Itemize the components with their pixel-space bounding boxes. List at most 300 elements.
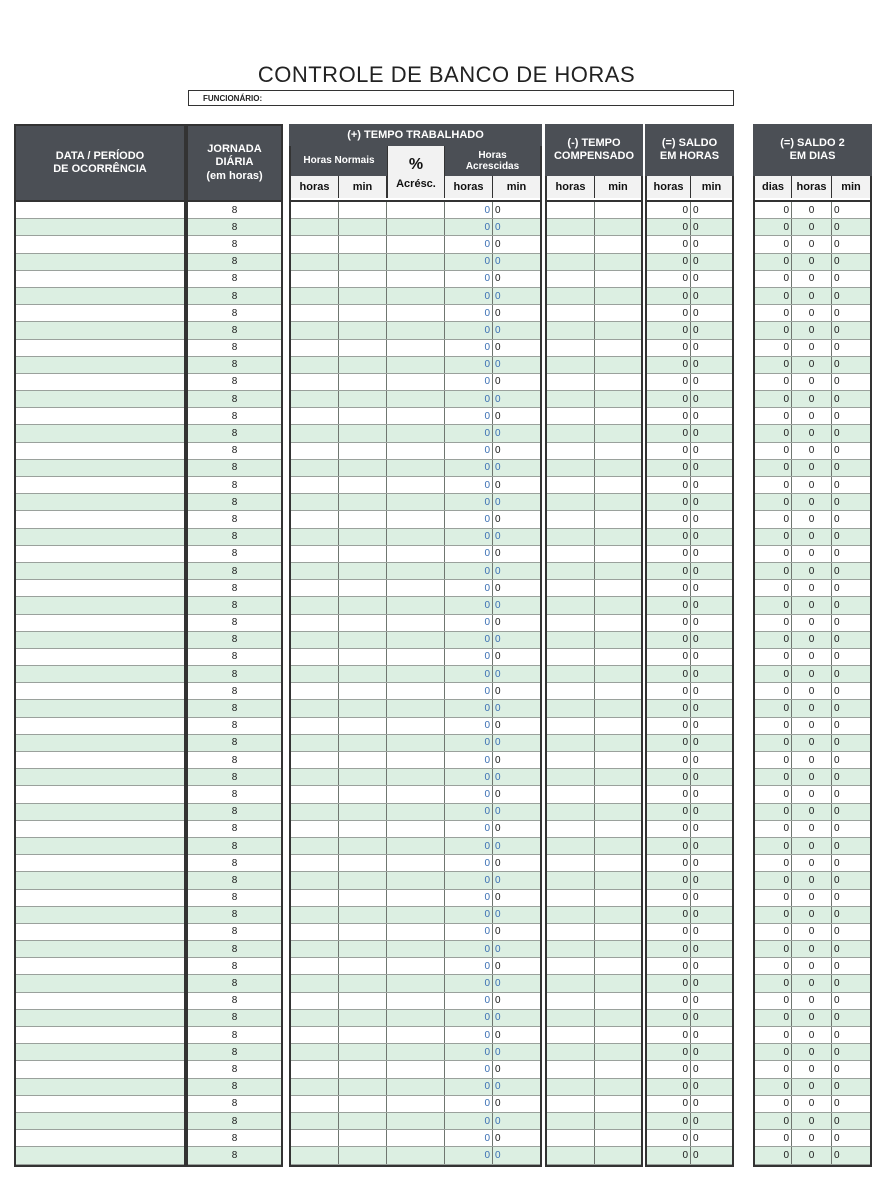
saldo-horas-cell[interactable]: 0 [647, 890, 691, 906]
date-cell[interactable] [16, 202, 184, 218]
acresc-percent-cell[interactable] [387, 632, 445, 648]
compensado-min-cell[interactable] [595, 632, 641, 648]
acrescidas-min-cell[interactable]: 0 [495, 668, 501, 680]
date-cell[interactable] [16, 700, 184, 716]
dias-cell[interactable]: 0 [755, 305, 792, 321]
compensado-horas-cell[interactable] [547, 649, 595, 665]
acrescidas-min-cell[interactable]: 0 [495, 1081, 501, 1093]
dias-min-cell[interactable]: 0 [834, 496, 840, 508]
dias-horas-cell[interactable]: 0 [792, 718, 832, 734]
jornada-cell[interactable]: 8 [231, 342, 238, 354]
normais-horas-cell[interactable] [291, 374, 339, 390]
dias-cell[interactable]: 0 [755, 804, 792, 820]
compensado-horas-cell[interactable] [547, 271, 595, 287]
compensado-horas-cell[interactable] [547, 1027, 595, 1043]
saldo-horas-cell[interactable]: 0 [647, 425, 691, 441]
dias-min-cell[interactable]: 0 [834, 703, 840, 715]
saldo-horas-cell[interactable]: 0 [647, 340, 691, 356]
compensado-min-cell[interactable] [595, 941, 641, 957]
saldo-min-cell[interactable]: 0 [693, 238, 699, 250]
normais-horas-cell[interactable] [291, 769, 339, 785]
normais-min-cell[interactable] [339, 580, 387, 596]
dias-horas-cell[interactable]: 0 [792, 580, 832, 596]
dias-cell[interactable]: 0 [755, 597, 792, 613]
date-cell[interactable] [16, 236, 184, 252]
acrescidas-min-cell[interactable]: 0 [495, 393, 501, 405]
saldo-min-cell[interactable]: 0 [693, 1046, 699, 1058]
saldo-horas-cell[interactable]: 0 [647, 632, 691, 648]
compensado-min-cell[interactable] [595, 1147, 641, 1163]
date-cell[interactable] [16, 460, 184, 476]
dias-min-cell[interactable]: 0 [834, 943, 840, 955]
acrescidas-horas-cell[interactable]: 0 [445, 408, 493, 424]
dias-min-cell[interactable]: 0 [834, 393, 840, 405]
dias-horas-cell[interactable]: 0 [792, 202, 832, 218]
normais-horas-cell[interactable] [291, 219, 339, 235]
saldo-horas-cell[interactable]: 0 [647, 615, 691, 631]
dias-min-cell[interactable]: 0 [834, 548, 840, 560]
acresc-percent-cell[interactable] [387, 546, 445, 562]
dias-min-cell[interactable]: 0 [834, 221, 840, 233]
compensado-min-cell[interactable] [595, 649, 641, 665]
acresc-percent-cell[interactable] [387, 1130, 445, 1146]
dias-horas-cell[interactable]: 0 [792, 1061, 832, 1077]
date-cell[interactable] [16, 1147, 184, 1163]
acresc-percent-cell[interactable] [387, 1061, 445, 1077]
jornada-cell[interactable]: 8 [231, 462, 238, 474]
normais-horas-cell[interactable] [291, 408, 339, 424]
compensado-min-cell[interactable] [595, 597, 641, 613]
acresc-percent-cell[interactable] [387, 1113, 445, 1129]
saldo-min-cell[interactable]: 0 [693, 668, 699, 680]
normais-horas-cell[interactable] [291, 1096, 339, 1112]
acresc-percent-cell[interactable] [387, 254, 445, 270]
normais-min-cell[interactable] [339, 1010, 387, 1026]
date-cell[interactable] [16, 443, 184, 459]
saldo-min-cell[interactable]: 0 [693, 1098, 699, 1110]
acresc-percent-cell[interactable] [387, 580, 445, 596]
saldo-min-cell[interactable]: 0 [693, 874, 699, 886]
saldo-horas-cell[interactable]: 0 [647, 322, 691, 338]
date-cell[interactable] [16, 683, 184, 699]
normais-horas-cell[interactable] [291, 443, 339, 459]
dias-horas-cell[interactable]: 0 [792, 563, 832, 579]
acrescidas-min-cell[interactable]: 0 [495, 771, 501, 783]
compensado-min-cell[interactable] [595, 975, 641, 991]
jornada-cell[interactable]: 8 [231, 874, 238, 886]
acrescidas-min-cell[interactable]: 0 [495, 307, 501, 319]
compensado-horas-cell[interactable] [547, 597, 595, 613]
acrescidas-horas-cell[interactable]: 0 [445, 615, 493, 631]
dias-cell[interactable]: 0 [755, 219, 792, 235]
acrescidas-horas-cell[interactable]: 0 [445, 477, 493, 493]
saldo-horas-cell[interactable]: 0 [647, 1096, 691, 1112]
date-cell[interactable] [16, 271, 184, 287]
saldo-horas-cell[interactable]: 0 [647, 683, 691, 699]
acrescidas-min-cell[interactable]: 0 [495, 857, 501, 869]
saldo-horas-cell[interactable]: 0 [647, 855, 691, 871]
acrescidas-min-cell[interactable]: 0 [495, 685, 501, 697]
compensado-min-cell[interactable] [595, 357, 641, 373]
compensado-horas-cell[interactable] [547, 993, 595, 1009]
dias-horas-cell[interactable]: 0 [792, 1096, 832, 1112]
dias-horas-cell[interactable]: 0 [792, 615, 832, 631]
acrescidas-horas-cell[interactable]: 0 [445, 735, 493, 751]
acresc-percent-cell[interactable] [387, 202, 445, 218]
saldo-horas-cell[interactable]: 0 [647, 563, 691, 579]
normais-horas-cell[interactable] [291, 924, 339, 940]
dias-horas-cell[interactable]: 0 [792, 1130, 832, 1146]
acrescidas-min-cell[interactable]: 0 [495, 617, 501, 629]
normais-horas-cell[interactable] [291, 305, 339, 321]
acrescidas-horas-cell[interactable]: 0 [445, 907, 493, 923]
compensado-horas-cell[interactable] [547, 632, 595, 648]
acrescidas-horas-cell[interactable]: 0 [445, 1147, 493, 1163]
dias-min-cell[interactable]: 0 [834, 1046, 840, 1058]
date-cell[interactable] [16, 357, 184, 373]
normais-min-cell[interactable] [339, 374, 387, 390]
acrescidas-min-cell[interactable]: 0 [495, 376, 501, 388]
acresc-percent-cell[interactable] [387, 511, 445, 527]
acrescidas-min-cell[interactable]: 0 [495, 1029, 501, 1041]
dias-min-cell[interactable]: 0 [834, 582, 840, 594]
normais-min-cell[interactable] [339, 1096, 387, 1112]
jornada-cell[interactable]: 8 [231, 1081, 238, 1093]
compensado-min-cell[interactable] [595, 993, 641, 1009]
acrescidas-horas-cell[interactable]: 0 [445, 374, 493, 390]
saldo-horas-cell[interactable]: 0 [647, 907, 691, 923]
compensado-min-cell[interactable] [595, 408, 641, 424]
saldo-min-cell[interactable]: 0 [693, 393, 699, 405]
saldo-min-cell[interactable]: 0 [693, 703, 699, 715]
normais-min-cell[interactable] [339, 700, 387, 716]
saldo-min-cell[interactable]: 0 [693, 754, 699, 766]
compensado-horas-cell[interactable] [547, 838, 595, 854]
acresc-percent-cell[interactable] [387, 288, 445, 304]
dias-min-cell[interactable]: 0 [834, 359, 840, 371]
compensado-horas-cell[interactable] [547, 752, 595, 768]
normais-min-cell[interactable] [339, 632, 387, 648]
normais-horas-cell[interactable] [291, 700, 339, 716]
normais-min-cell[interactable] [339, 752, 387, 768]
acrescidas-min-cell[interactable]: 0 [495, 582, 501, 594]
dias-min-cell[interactable]: 0 [834, 668, 840, 680]
jornada-cell[interactable]: 8 [231, 307, 238, 319]
funcionario-field[interactable] [188, 90, 734, 106]
jornada-cell[interactable]: 8 [231, 324, 238, 336]
date-cell[interactable] [16, 580, 184, 596]
acrescidas-horas-cell[interactable]: 0 [445, 924, 493, 940]
compensado-horas-cell[interactable] [547, 941, 595, 957]
dias-horas-cell[interactable]: 0 [792, 219, 832, 235]
acresc-percent-cell[interactable] [387, 700, 445, 716]
normais-min-cell[interactable] [339, 1130, 387, 1146]
dias-horas-cell[interactable]: 0 [792, 425, 832, 441]
saldo-horas-cell[interactable]: 0 [647, 786, 691, 802]
saldo-horas-cell[interactable]: 0 [647, 357, 691, 373]
date-cell[interactable] [16, 1096, 184, 1112]
dias-cell[interactable]: 0 [755, 494, 792, 510]
acresc-percent-cell[interactable] [387, 443, 445, 459]
saldo-min-cell[interactable]: 0 [693, 359, 699, 371]
compensado-horas-cell[interactable] [547, 460, 595, 476]
normais-min-cell[interactable] [339, 1061, 387, 1077]
compensado-horas-cell[interactable] [547, 563, 595, 579]
acrescidas-horas-cell[interactable]: 0 [445, 460, 493, 476]
compensado-min-cell[interactable] [595, 236, 641, 252]
saldo-horas-cell[interactable]: 0 [647, 838, 691, 854]
acrescidas-min-cell[interactable]: 0 [495, 720, 501, 732]
saldo-horas-cell[interactable]: 0 [647, 511, 691, 527]
normais-min-cell[interactable] [339, 1113, 387, 1129]
dias-cell[interactable]: 0 [755, 529, 792, 545]
saldo-min-cell[interactable]: 0 [693, 273, 699, 285]
dias-horas-cell[interactable]: 0 [792, 769, 832, 785]
acresc-percent-cell[interactable] [387, 219, 445, 235]
saldo-min-cell[interactable]: 0 [693, 823, 699, 835]
normais-horas-cell[interactable] [291, 460, 339, 476]
acrescidas-horas-cell[interactable]: 0 [445, 219, 493, 235]
saldo-horas-cell[interactable]: 0 [647, 804, 691, 820]
saldo-min-cell[interactable]: 0 [693, 324, 699, 336]
compensado-horas-cell[interactable] [547, 718, 595, 734]
acrescidas-horas-cell[interactable]: 0 [445, 494, 493, 510]
normais-min-cell[interactable] [339, 391, 387, 407]
dias-cell[interactable]: 0 [755, 1044, 792, 1060]
date-cell[interactable] [16, 425, 184, 441]
date-cell[interactable] [16, 340, 184, 356]
acresc-percent-cell[interactable] [387, 529, 445, 545]
acrescidas-horas-cell[interactable]: 0 [445, 838, 493, 854]
normais-horas-cell[interactable] [291, 254, 339, 270]
normais-horas-cell[interactable] [291, 804, 339, 820]
dias-horas-cell[interactable]: 0 [792, 958, 832, 974]
normais-min-cell[interactable] [339, 975, 387, 991]
normais-horas-cell[interactable] [291, 529, 339, 545]
compensado-horas-cell[interactable] [547, 1010, 595, 1026]
compensado-min-cell[interactable] [595, 958, 641, 974]
acresc-percent-cell[interactable] [387, 804, 445, 820]
acrescidas-horas-cell[interactable]: 0 [445, 872, 493, 888]
normais-horas-cell[interactable] [291, 597, 339, 613]
saldo-horas-cell[interactable]: 0 [647, 1044, 691, 1060]
compensado-min-cell[interactable] [595, 1079, 641, 1095]
dias-horas-cell[interactable]: 0 [792, 477, 832, 493]
compensado-min-cell[interactable] [595, 494, 641, 510]
jornada-cell[interactable]: 8 [231, 1029, 238, 1041]
date-cell[interactable] [16, 374, 184, 390]
normais-horas-cell[interactable] [291, 357, 339, 373]
acrescidas-min-cell[interactable]: 0 [495, 342, 501, 354]
dias-cell[interactable]: 0 [755, 769, 792, 785]
jornada-cell[interactable]: 8 [231, 599, 238, 611]
normais-horas-cell[interactable] [291, 494, 339, 510]
jornada-cell[interactable]: 8 [231, 806, 238, 818]
acrescidas-horas-cell[interactable]: 0 [445, 993, 493, 1009]
jornada-cell[interactable]: 8 [231, 496, 238, 508]
dias-horas-cell[interactable]: 0 [792, 872, 832, 888]
normais-horas-cell[interactable] [291, 580, 339, 596]
acrescidas-min-cell[interactable]: 0 [495, 548, 501, 560]
acrescidas-horas-cell[interactable]: 0 [445, 202, 493, 218]
dias-min-cell[interactable]: 0 [834, 737, 840, 749]
acresc-percent-cell[interactable] [387, 786, 445, 802]
acresc-percent-cell[interactable] [387, 941, 445, 957]
dias-min-cell[interactable]: 0 [834, 445, 840, 457]
normais-horas-cell[interactable] [291, 855, 339, 871]
normais-horas-cell[interactable] [291, 1044, 339, 1060]
saldo-horas-cell[interactable]: 0 [647, 1027, 691, 1043]
saldo-horas-cell[interactable]: 0 [647, 718, 691, 734]
dias-min-cell[interactable]: 0 [834, 290, 840, 302]
compensado-horas-cell[interactable] [547, 443, 595, 459]
saldo-min-cell[interactable]: 0 [693, 256, 699, 268]
acrescidas-min-cell[interactable]: 0 [495, 410, 501, 422]
dias-min-cell[interactable]: 0 [834, 788, 840, 800]
compensado-horas-cell[interactable] [547, 1079, 595, 1095]
compensado-min-cell[interactable] [595, 1061, 641, 1077]
compensado-horas-cell[interactable] [547, 666, 595, 682]
compensado-horas-cell[interactable] [547, 924, 595, 940]
dias-min-cell[interactable]: 0 [834, 531, 840, 543]
dias-horas-cell[interactable]: 0 [792, 683, 832, 699]
compensado-min-cell[interactable] [595, 546, 641, 562]
acrescidas-min-cell[interactable]: 0 [495, 737, 501, 749]
acrescidas-horas-cell[interactable]: 0 [445, 632, 493, 648]
jornada-cell[interactable]: 8 [231, 582, 238, 594]
acrescidas-min-cell[interactable]: 0 [495, 513, 501, 525]
acrescidas-min-cell[interactable]: 0 [495, 273, 501, 285]
jornada-cell[interactable]: 8 [231, 737, 238, 749]
date-cell[interactable] [16, 219, 184, 235]
jornada-cell[interactable]: 8 [231, 256, 238, 268]
saldo-min-cell[interactable]: 0 [693, 857, 699, 869]
dias-min-cell[interactable]: 0 [834, 565, 840, 577]
acresc-percent-cell[interactable] [387, 425, 445, 441]
jornada-cell[interactable]: 8 [231, 513, 238, 525]
acresc-percent-cell[interactable] [387, 340, 445, 356]
dias-cell[interactable]: 0 [755, 340, 792, 356]
normais-min-cell[interactable] [339, 546, 387, 562]
compensado-min-cell[interactable] [595, 425, 641, 441]
saldo-horas-cell[interactable]: 0 [647, 1130, 691, 1146]
jornada-cell[interactable]: 8 [231, 703, 238, 715]
dias-min-cell[interactable]: 0 [834, 634, 840, 646]
dias-cell[interactable]: 0 [755, 924, 792, 940]
saldo-min-cell[interactable]: 0 [693, 565, 699, 577]
dias-cell[interactable]: 0 [755, 391, 792, 407]
saldo-horas-cell[interactable]: 0 [647, 202, 691, 218]
dias-horas-cell[interactable]: 0 [792, 786, 832, 802]
saldo-min-cell[interactable]: 0 [693, 1115, 699, 1127]
dias-min-cell[interactable]: 0 [834, 238, 840, 250]
acresc-percent-cell[interactable] [387, 563, 445, 579]
saldo-min-cell[interactable]: 0 [693, 496, 699, 508]
normais-horas-cell[interactable] [291, 821, 339, 837]
date-cell[interactable] [16, 838, 184, 854]
normais-min-cell[interactable] [339, 769, 387, 785]
saldo-min-cell[interactable]: 0 [693, 737, 699, 749]
compensado-horas-cell[interactable] [547, 236, 595, 252]
dias-min-cell[interactable]: 0 [834, 892, 840, 904]
date-cell[interactable] [16, 1061, 184, 1077]
saldo-min-cell[interactable]: 0 [693, 462, 699, 474]
compensado-horas-cell[interactable] [547, 615, 595, 631]
saldo-min-cell[interactable]: 0 [693, 685, 699, 697]
acrescidas-min-cell[interactable]: 0 [495, 1098, 501, 1110]
compensado-min-cell[interactable] [595, 855, 641, 871]
date-cell[interactable] [16, 1010, 184, 1026]
jornada-cell[interactable]: 8 [231, 531, 238, 543]
normais-min-cell[interactable] [339, 271, 387, 287]
dias-horas-cell[interactable]: 0 [792, 838, 832, 854]
saldo-min-cell[interactable]: 0 [693, 771, 699, 783]
normais-min-cell[interactable] [339, 460, 387, 476]
normais-min-cell[interactable] [339, 443, 387, 459]
acresc-percent-cell[interactable] [387, 718, 445, 734]
normais-min-cell[interactable] [339, 511, 387, 527]
compensado-min-cell[interactable] [595, 322, 641, 338]
date-cell[interactable] [16, 975, 184, 991]
normais-horas-cell[interactable] [291, 993, 339, 1009]
compensado-min-cell[interactable] [595, 786, 641, 802]
acrescidas-horas-cell[interactable]: 0 [445, 322, 493, 338]
acrescidas-horas-cell[interactable]: 0 [445, 529, 493, 545]
normais-min-cell[interactable] [339, 340, 387, 356]
compensado-horas-cell[interactable] [547, 580, 595, 596]
compensado-min-cell[interactable] [595, 838, 641, 854]
normais-horas-cell[interactable] [291, 1010, 339, 1026]
date-cell[interactable] [16, 890, 184, 906]
normais-min-cell[interactable] [339, 821, 387, 837]
normais-horas-cell[interactable] [291, 735, 339, 751]
dias-horas-cell[interactable]: 0 [792, 632, 832, 648]
dias-horas-cell[interactable]: 0 [792, 941, 832, 957]
normais-horas-cell[interactable] [291, 1113, 339, 1129]
dias-cell[interactable]: 0 [755, 408, 792, 424]
date-cell[interactable] [16, 615, 184, 631]
dias-cell[interactable]: 0 [755, 443, 792, 459]
dias-min-cell[interactable]: 0 [834, 462, 840, 474]
dias-cell[interactable]: 0 [755, 374, 792, 390]
acrescidas-min-cell[interactable]: 0 [495, 359, 501, 371]
dias-horas-cell[interactable]: 0 [792, 821, 832, 837]
saldo-horas-cell[interactable]: 0 [647, 494, 691, 510]
acrescidas-horas-cell[interactable]: 0 [445, 597, 493, 613]
dias-min-cell[interactable]: 0 [834, 307, 840, 319]
date-cell[interactable] [16, 1113, 184, 1129]
compensado-horas-cell[interactable] [547, 700, 595, 716]
jornada-cell[interactable]: 8 [231, 651, 238, 663]
date-cell[interactable] [16, 941, 184, 957]
normais-min-cell[interactable] [339, 786, 387, 802]
dias-cell[interactable]: 0 [755, 563, 792, 579]
acrescidas-horas-cell[interactable]: 0 [445, 563, 493, 579]
compensado-horas-cell[interactable] [547, 322, 595, 338]
dias-horas-cell[interactable]: 0 [792, 907, 832, 923]
acrescidas-min-cell[interactable]: 0 [495, 978, 501, 990]
dias-cell[interactable]: 0 [755, 1079, 792, 1095]
acresc-percent-cell[interactable] [387, 1027, 445, 1043]
dias-cell[interactable]: 0 [755, 580, 792, 596]
dias-min-cell[interactable]: 0 [834, 806, 840, 818]
compensado-horas-cell[interactable] [547, 1147, 595, 1163]
dias-cell[interactable]: 0 [755, 855, 792, 871]
normais-min-cell[interactable] [339, 718, 387, 734]
compensado-horas-cell[interactable] [547, 288, 595, 304]
saldo-min-cell[interactable]: 0 [693, 978, 699, 990]
dias-min-cell[interactable]: 0 [834, 599, 840, 611]
